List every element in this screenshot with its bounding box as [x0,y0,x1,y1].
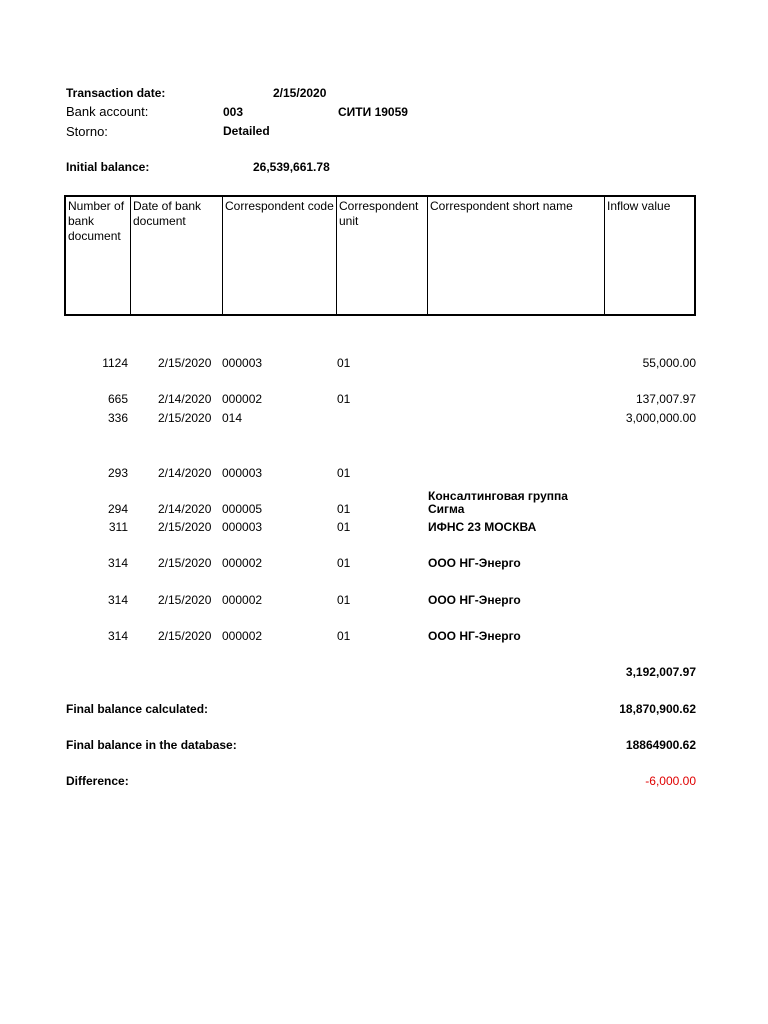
row-short-name: Консалтинговая группа [428,489,568,503]
row-unit: 01 [337,502,351,516]
row-unit: 01 [337,466,351,480]
final-balance-database-label: Final balance in the database: [66,738,237,752]
row-short-name: ООО НГ-Энерго [428,629,521,643]
row-date: 2/15/2020 [158,556,212,570]
column-header-unit: Correspondent unit [337,197,428,314]
row-number: 665 [107,392,128,406]
initial-balance-value: 26,539,661.78 [253,160,330,174]
row-number: 314 [107,593,128,607]
row-number: 1124 [102,356,128,370]
row-number: 294 [107,502,128,516]
row-number: 336 [107,411,128,425]
row-code: 000005 [222,502,263,516]
row-inflow: 55,000.00 [642,356,696,370]
row-unit: 01 [337,556,351,570]
row-date: 2/15/2020 [158,411,212,425]
row-date: 2/14/2020 [158,466,212,480]
row-number: 314 [107,629,128,643]
difference-label: Difference: [66,774,129,788]
row-short-name: ООО НГ-Энерго [428,556,521,570]
row-number: 311 [108,520,128,534]
row-code: 000002 [222,593,263,607]
row-date: 2/14/2020 [158,502,212,516]
row-date: 2/15/2020 [158,593,212,607]
final-balance-database-value: 18864900.62 [625,738,696,752]
row-number: 293 [107,466,128,480]
row-short-name-cont: Сигма [428,502,465,516]
row-unit: 01 [337,392,351,406]
inflow-total: 3,192,007.97 [625,665,696,679]
row-code: 000003 [222,356,263,370]
row-number: 314 [107,556,128,570]
storno-value: Detailed [223,124,270,138]
bank-account-name: СИТИ 19059 [338,105,408,119]
storno-label: Storno: [66,124,108,139]
row-short-name: ИФНС 23 МОСКВА [428,520,537,534]
column-header-short-name: Correspondent short name [428,197,605,314]
row-code: 000002 [222,556,263,570]
row-unit: 01 [337,593,351,607]
transaction-date-label: Transaction date: [66,86,166,100]
row-inflow: 3,000,000.00 [625,411,696,425]
row-unit: 01 [337,356,351,370]
row-date: 2/15/2020 [158,629,212,643]
row-inflow: 137,007.97 [635,392,696,406]
difference-value: -6,000.00 [645,774,696,788]
column-header-inflow: Inflow value [607,199,671,213]
row-unit: 01 [337,520,351,534]
column-header-code: Correspondent code [223,197,337,314]
row-code: 000003 [222,520,263,534]
row-code: 000002 [222,392,263,406]
bank-account-code: 003 [223,105,244,119]
final-balance-calculated-value: 18,870,900.62 [619,702,696,716]
row-short-name: ООО НГ-Энерго [428,593,521,607]
final-balance-calculated-label: Final balance calculated: [66,702,209,716]
row-date: 2/15/2020 [158,356,212,370]
row-code: 014 [222,411,243,425]
row-code: 000002 [222,629,263,643]
initial-balance-label: Initial balance: [66,160,150,174]
column-header-date: Date of bank document [131,197,223,314]
bank-account-label: Bank account: [66,104,149,119]
column-header-number: Number of bank document [66,197,131,314]
row-code: 000003 [222,466,263,480]
column-header-table [64,195,696,316]
row-date: 2/15/2020 [158,520,212,534]
row-date: 2/14/2020 [158,392,212,406]
transaction-date-value: 2/15/2020 [273,86,327,100]
row-unit: 01 [337,629,351,643]
